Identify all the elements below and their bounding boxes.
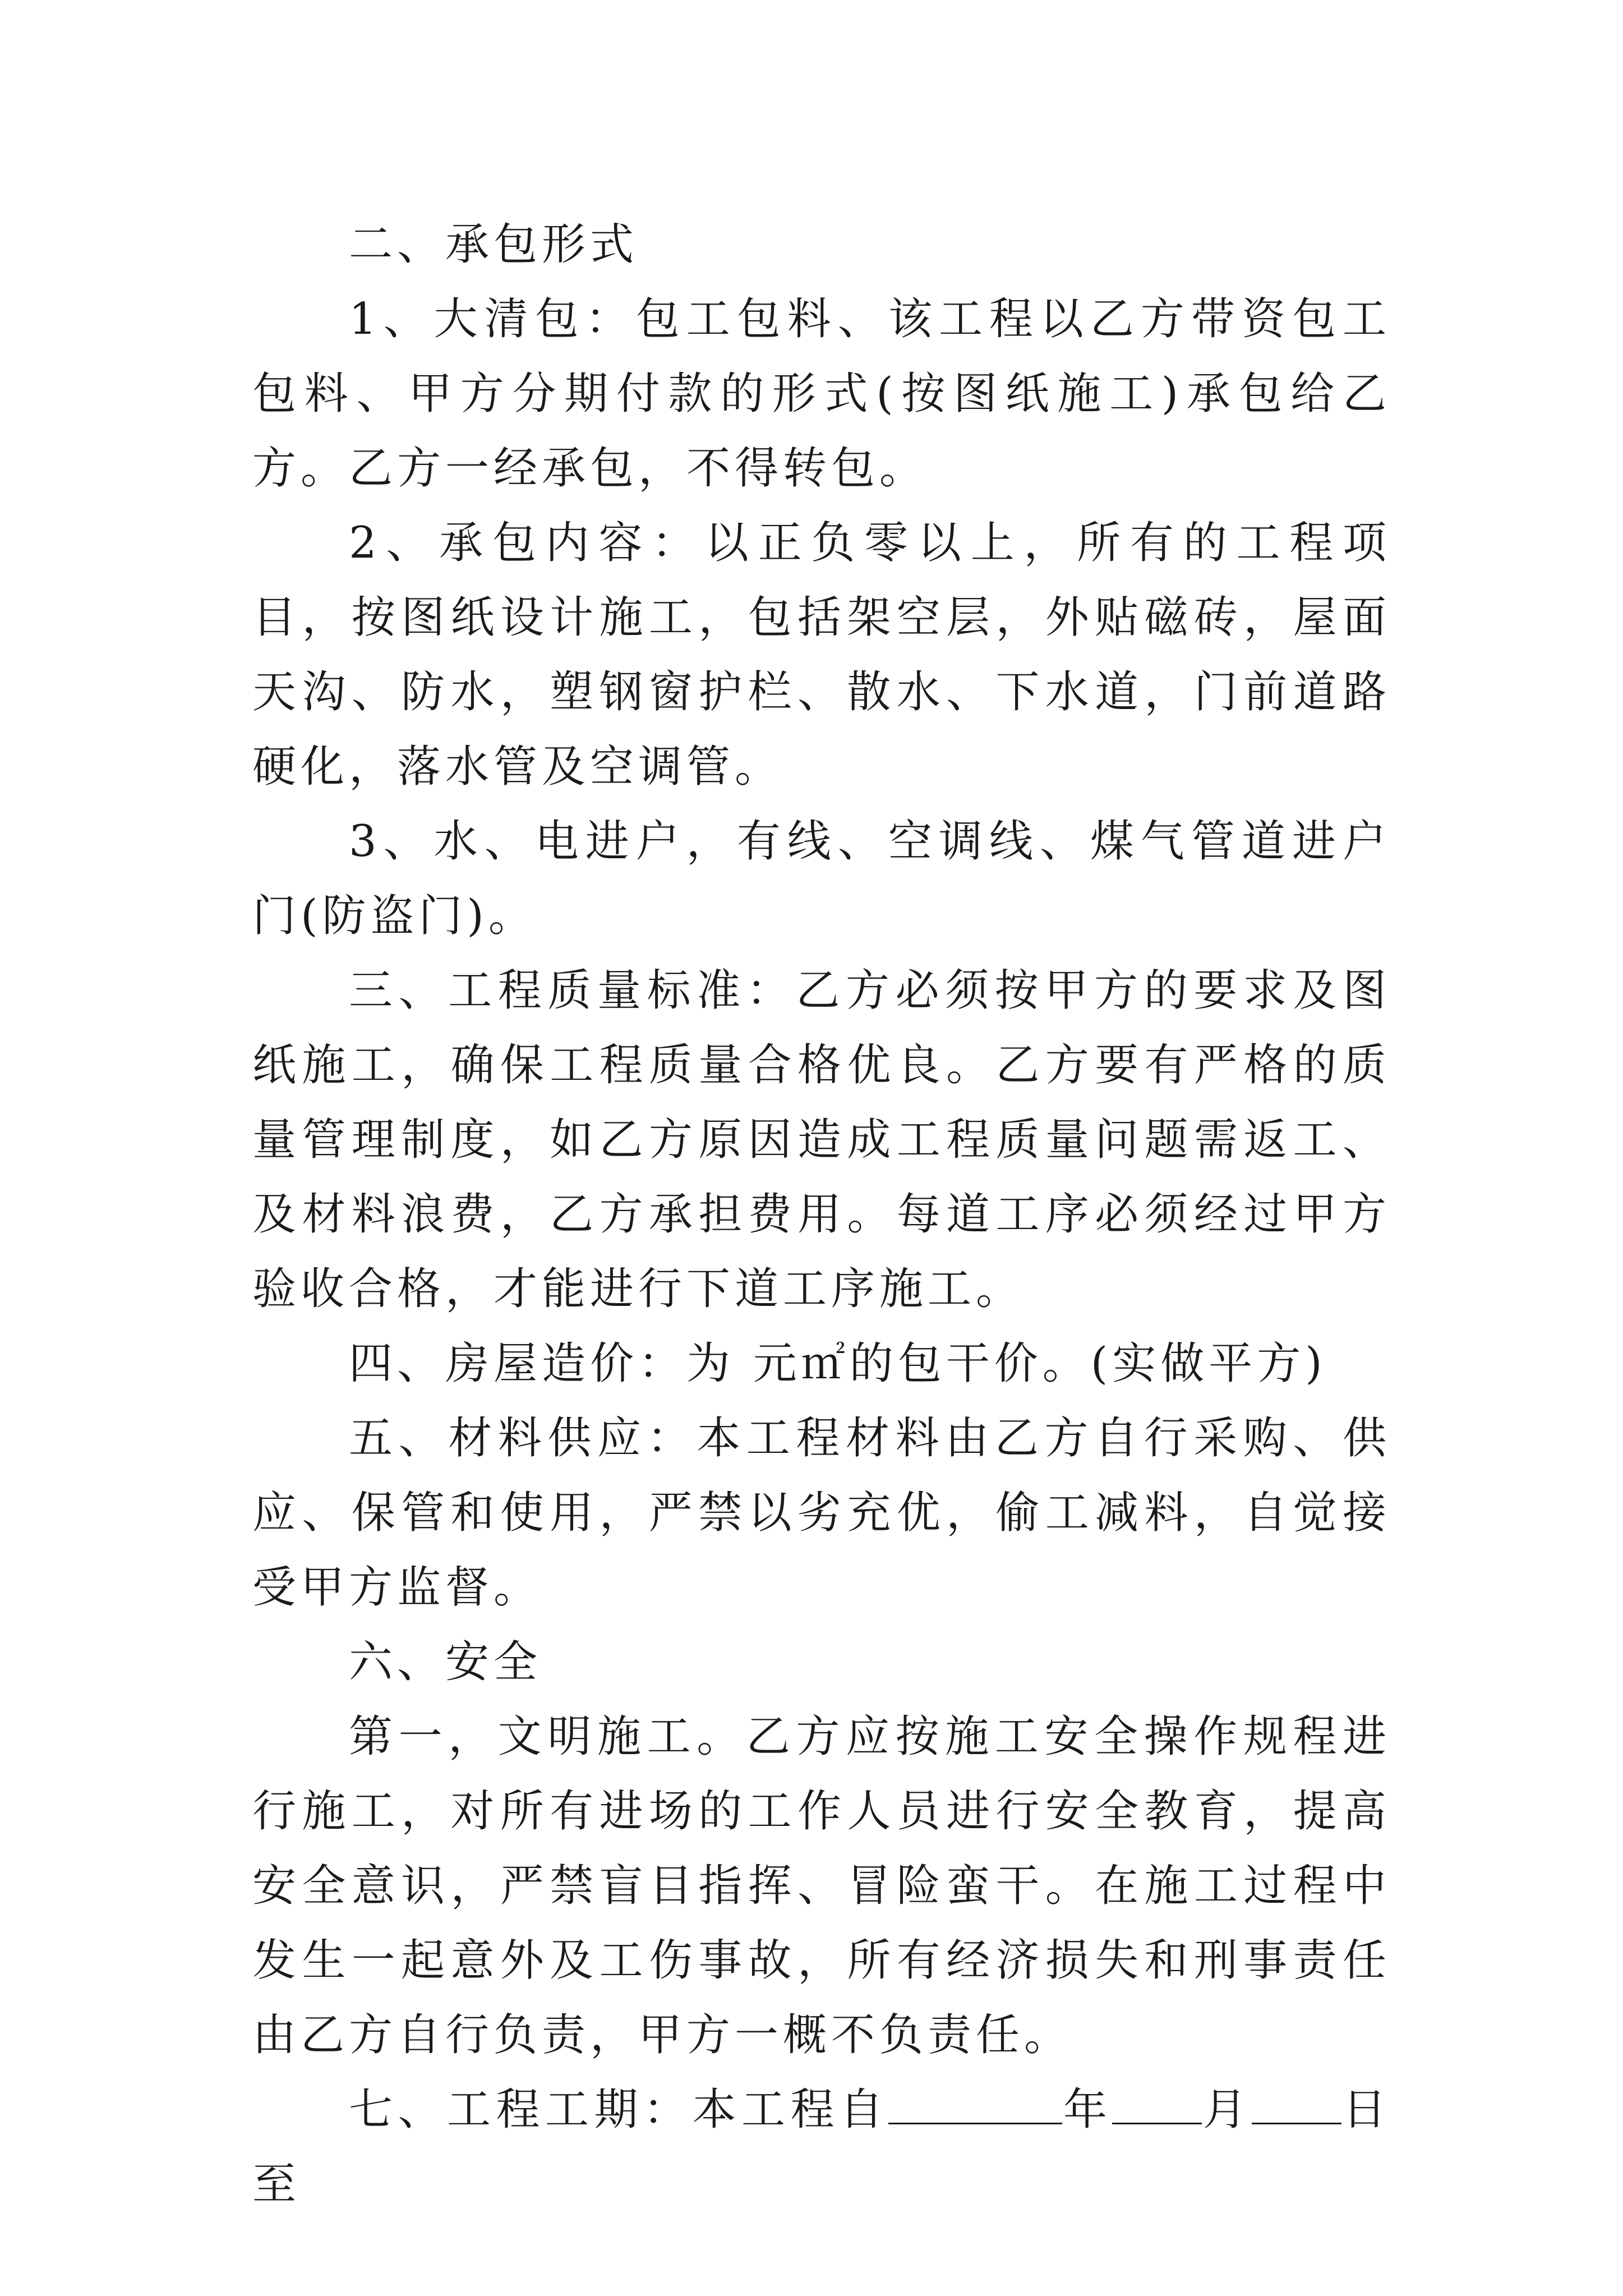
section-heading-contract-form: 二、承包形式 — [349, 219, 639, 270]
period-prefix: 七、工程工期：本工程自 — [349, 2085, 889, 2135]
document-page — [252, 208, 1391, 2222]
year-label: 年 — [1062, 2085, 1113, 2135]
paragraph-quality-standard: 三、工程质量标准：乙方必须按甲方的要求及图纸施工，确保工程质量合格优良。乙方要有严格的质量管理制度，如乙方原因造成工程质量问题需返工、及材料浪费，乙方承担费用。每道工序必须经过甲方验收合格，才能进行下道工序施工。 — [252, 965, 1391, 1314]
paragraph-house-price: 四、房屋造价：为 元㎡的包干价。(实做平方) — [349, 1338, 1327, 1389]
paragraph-clause-1: 1、大清包：包工包料、该工程以乙方带资包工包料、甲方分期付款的形式(按图纸施工)承包给乙方。乙方一经承包，不得转包。 — [252, 294, 1391, 494]
paragraph-clause-3: 3、水、电进户，有线、空调线、煤气管道进户门(防盗门)。 — [252, 816, 1391, 941]
day-blank — [1252, 2081, 1341, 2124]
month-label: 月 — [1202, 2085, 1252, 2135]
month-blank — [1112, 2081, 1202, 2124]
paragraph-clause-2: 2、承包内容：以正负零以上，所有的工程项目，按图纸设计施工，包括架空层，外贴磁砖，屋面天沟、防水，塑钢窗护栏、散水、下水道，门前道路硬化，落水管及空调管。 — [252, 518, 1391, 792]
paragraph-construction-period — [252, 2073, 1391, 2222]
day-label: 日至 — [252, 2085, 1391, 2210]
paragraph-safety-first: 第一，文明施工。乙方应按施工安全操作规程进行施工，对所有进场的工作人员进行安全教育，提高安全意识，严禁盲目指挥、冒险蛮干。在施工过程中发生一起意外及工伤事故，所有经济损失和刑事责任由乙方自行负责，甲方一概不负责任。 — [252, 1711, 1391, 2060]
paragraph-material-supply: 五、材料供应：本工程材料由乙方自行采购、供应、保管和使用，严禁以劣充优，偷工减料，自觉接受甲方监督。 — [252, 1413, 1391, 1613]
year-blank — [888, 2081, 1062, 2124]
section-heading-safety: 六、安全 — [349, 1637, 542, 1687]
